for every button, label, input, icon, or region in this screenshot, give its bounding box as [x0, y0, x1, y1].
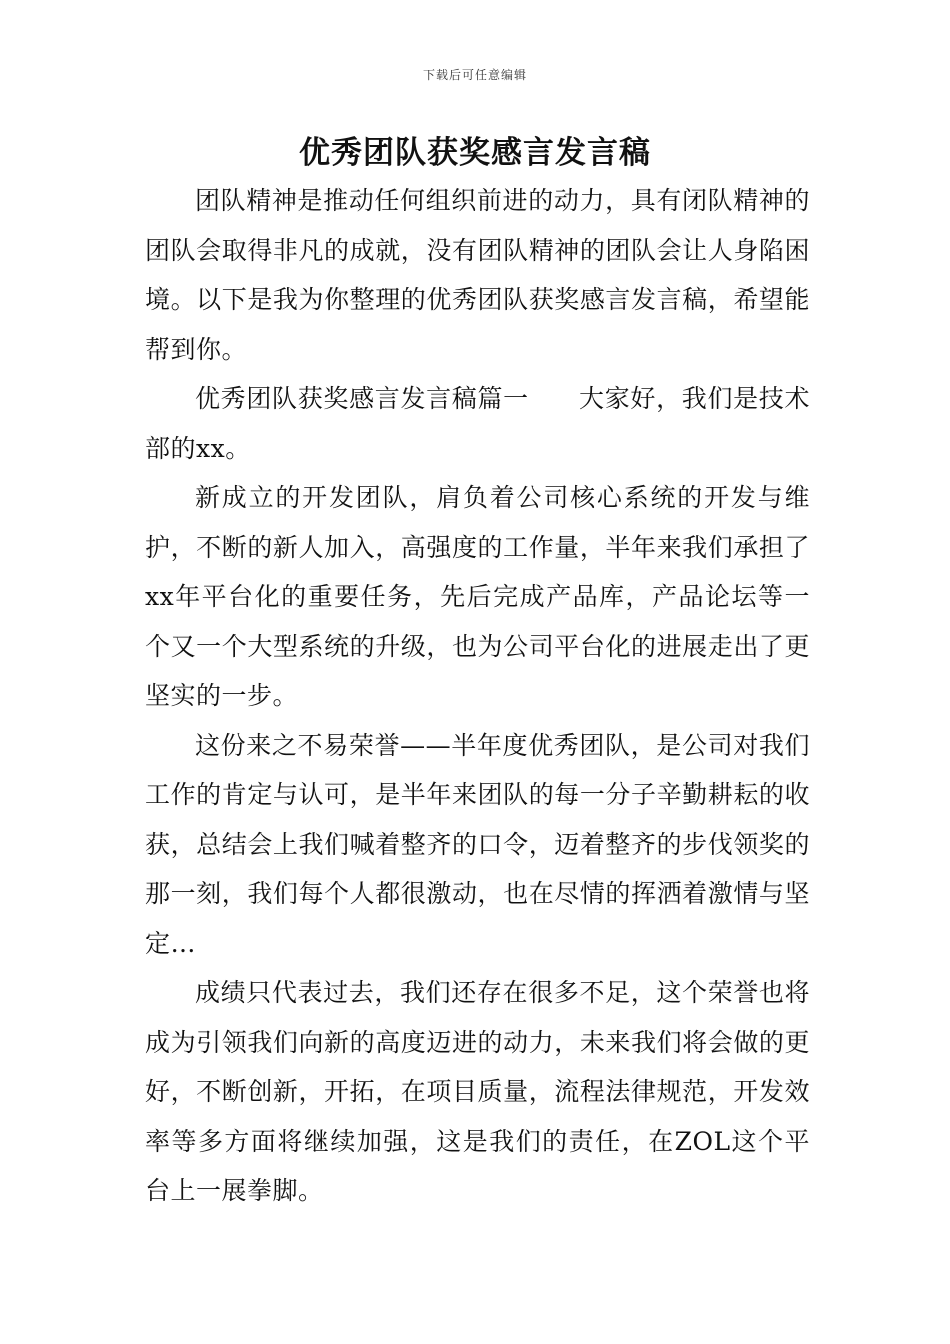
header-note: 下载后可任意编辑 — [422, 68, 527, 82]
document-title: 优秀团队获奖感言发言稿 — [299, 135, 651, 171]
intro-paragraph: 团队精神是推动任何组织前进的动力，具有闭队精神的团队会取得非凡的成就，没有团队精神的团队会让人身陷困境。以下是我为你整理的优秀团队获奖感言发言稿，希望能帮到你。 — [145, 186, 810, 364]
greeting-text: 大家好，我们是技术部的xx。 — [145, 384, 810, 463]
future-paragraph: 成绩只代表过去，我们还存在很多不足，这个荣誉也将成为引领我们向新的高度迈进的动力，未来我们将会做的更好，不断创新，开拓，在项目质量，流程法律规范，开发效率等多方面将继续加强，这是我们的责任，在ZOL这个平台上一展拳脚。 — [145, 978, 810, 1205]
honor-paragraph: 这份来之不易荣誉——半年度优秀团队，是公司对我们工作的肯定与认可，是半年来团队的每一分子辛勤耕耘的收获，总结会上我们喊着整齐的口令，迈着整齐的步伐领奖的那一刻，我们每个人都很激动，也在尽情的挥洒着激情与坚定… — [145, 730, 810, 958]
team-work-paragraph: 新成立的开发团队，肩负着公司核心系统的开发与维护，不断的新人加入，高强度的工作量，半年来我们承担了xx年平台化的重要任务，先后完成产品库，产品论坛等一个又一个大型系统的升级，也为公司平台化的进展走出了更坚实的一步。 — [145, 483, 810, 710]
document-body — [145, 176, 810, 1216]
section-heading: 优秀团队获奖感言发言稿篇一 — [195, 384, 529, 413]
section-opening-paragraph — [145, 374, 810, 473]
